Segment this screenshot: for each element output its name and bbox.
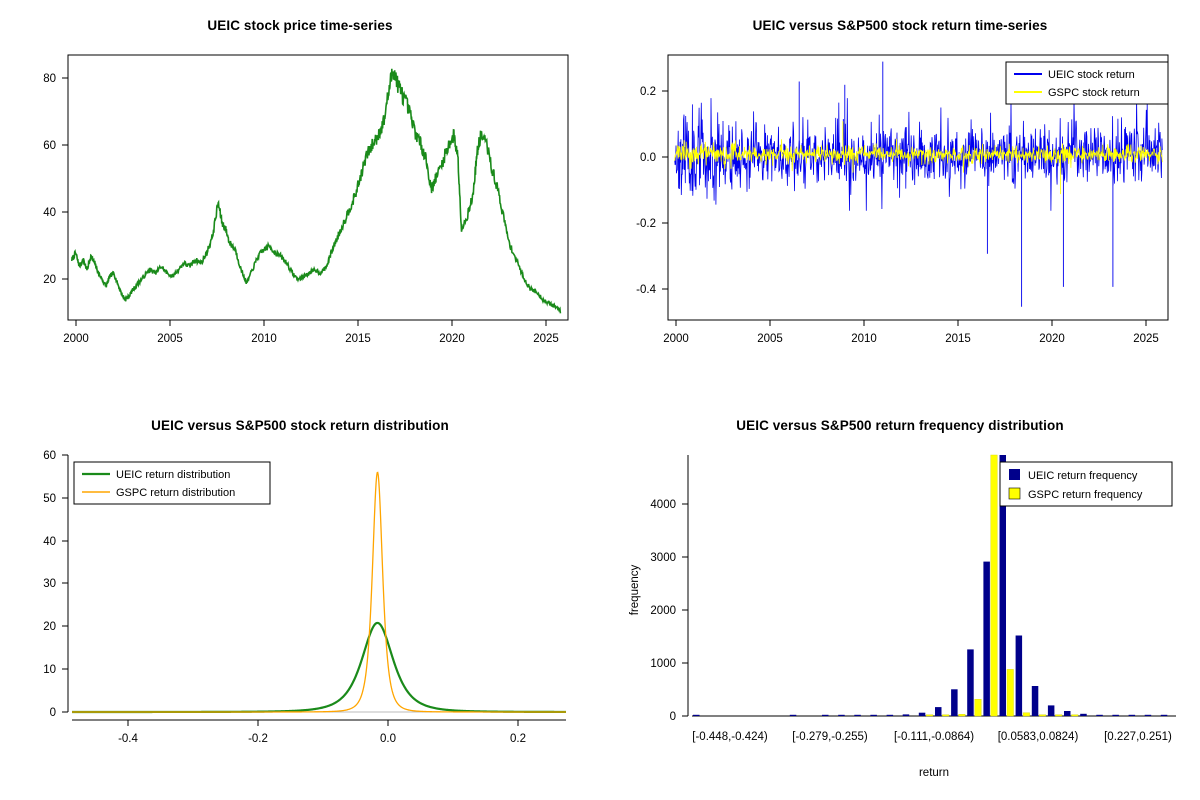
frequency-ytick-1000: 1000 [650,658,676,670]
panel-return-frequency [600,400,1200,800]
returns-legend-gspc: GSPC stock return [1048,87,1140,99]
density-xtick-00: 0.0 [380,733,396,745]
price-xtick-2000: 2000 [63,333,89,345]
price-xtick-2010: 2010 [251,333,277,345]
density-curves [72,472,566,712]
price-ytick-40: 40 [43,207,56,219]
price-xtick-2020: 2020 [439,333,465,345]
price-ytick-20: 20 [43,274,56,286]
returns-ytick-00: 0.0 [640,152,656,164]
returns-ytick-n04: -0.4 [636,284,656,296]
frequency-xtick-1: [-0.448,-0.424) [692,731,768,743]
panel-title-density: UEIC versus S&P500 stock return distribution [151,418,449,433]
frequency-legend-gspc: GSPC return frequency [1028,489,1143,501]
frequency-ytick-0: 0 [669,711,676,723]
frequency-ytick-3000: 3000 [650,552,676,564]
panel-ueic-price [0,0,600,400]
returns-ytick-n02: -0.2 [636,218,656,230]
returns-plot-svg [600,0,1200,400]
density-ytick-60: 60 [43,450,56,462]
price-line-series [72,69,561,313]
returns-ytick-02: 0.2 [640,86,656,98]
returns-xtick-2025: 2025 [1133,333,1159,345]
panel-title-price: UEIC stock price time-series [207,18,393,33]
frequency-legend [1000,462,1172,506]
price-xtick-2015: 2015 [345,333,371,345]
price-xtick-2025: 2025 [533,333,559,345]
returns-xtick-2000: 2000 [663,333,689,345]
frequency-ylabel: frequency [629,564,641,616]
density-ytick-20: 20 [43,621,56,633]
density-ytick-30: 30 [43,578,56,590]
density-plot-svg [0,400,600,800]
price-xtick-2005: 2005 [157,333,183,345]
price-plot-svg [0,0,600,400]
price-ytick-80: 80 [43,73,56,85]
returns-legend [1006,62,1168,104]
density-ytick-40: 40 [43,536,56,548]
panel-return-density [0,400,600,800]
returns-legend-ueic: UEIC stock return [1048,69,1135,81]
density-xtick-n02: -0.2 [248,733,268,745]
density-xtick-02: 0.2 [510,733,526,745]
returns-xtick-2005: 2005 [757,333,783,345]
frequency-ytick-2000: 2000 [650,605,676,617]
price-axes [43,55,568,345]
frequency-plot-svg [600,400,1200,800]
panel-title-frequency: UEIC versus S&P500 return frequency distribution [736,418,1064,433]
density-ytick-50: 50 [43,493,56,505]
density-legend [74,462,270,504]
returns-xtick-2010: 2010 [851,333,877,345]
returns-xtick-2020: 2020 [1039,333,1065,345]
density-ytick-0: 0 [49,707,56,719]
density-legend-gspc: GSPC return distribution [116,487,236,499]
frequency-xlabel: return [918,767,950,779]
frequency-xtick-3: [-0.111,-0.0864) [893,731,975,743]
frequency-xtick-2: [-0.279,-0.255) [792,731,868,743]
frequency-xtick-4: [0.0583,0.0824) [997,731,1079,743]
panel-title-returns: UEIC versus S&P500 stock return time-series [752,18,1048,33]
panel-return-timeseries [600,0,1200,400]
frequency-legend-ueic: UEIC return frequency [1028,470,1138,482]
frequency-ytick-4000: 4000 [650,499,676,511]
density-xtick-n04: -0.4 [118,733,138,745]
density-ytick-10: 10 [43,664,56,676]
density-legend-ueic: UEIC return distribution [116,469,231,481]
price-ytick-60: 60 [43,140,56,152]
frequency-xtick-5: [0.227,0.251) [1104,731,1172,743]
returns-xtick-2015: 2015 [945,333,971,345]
